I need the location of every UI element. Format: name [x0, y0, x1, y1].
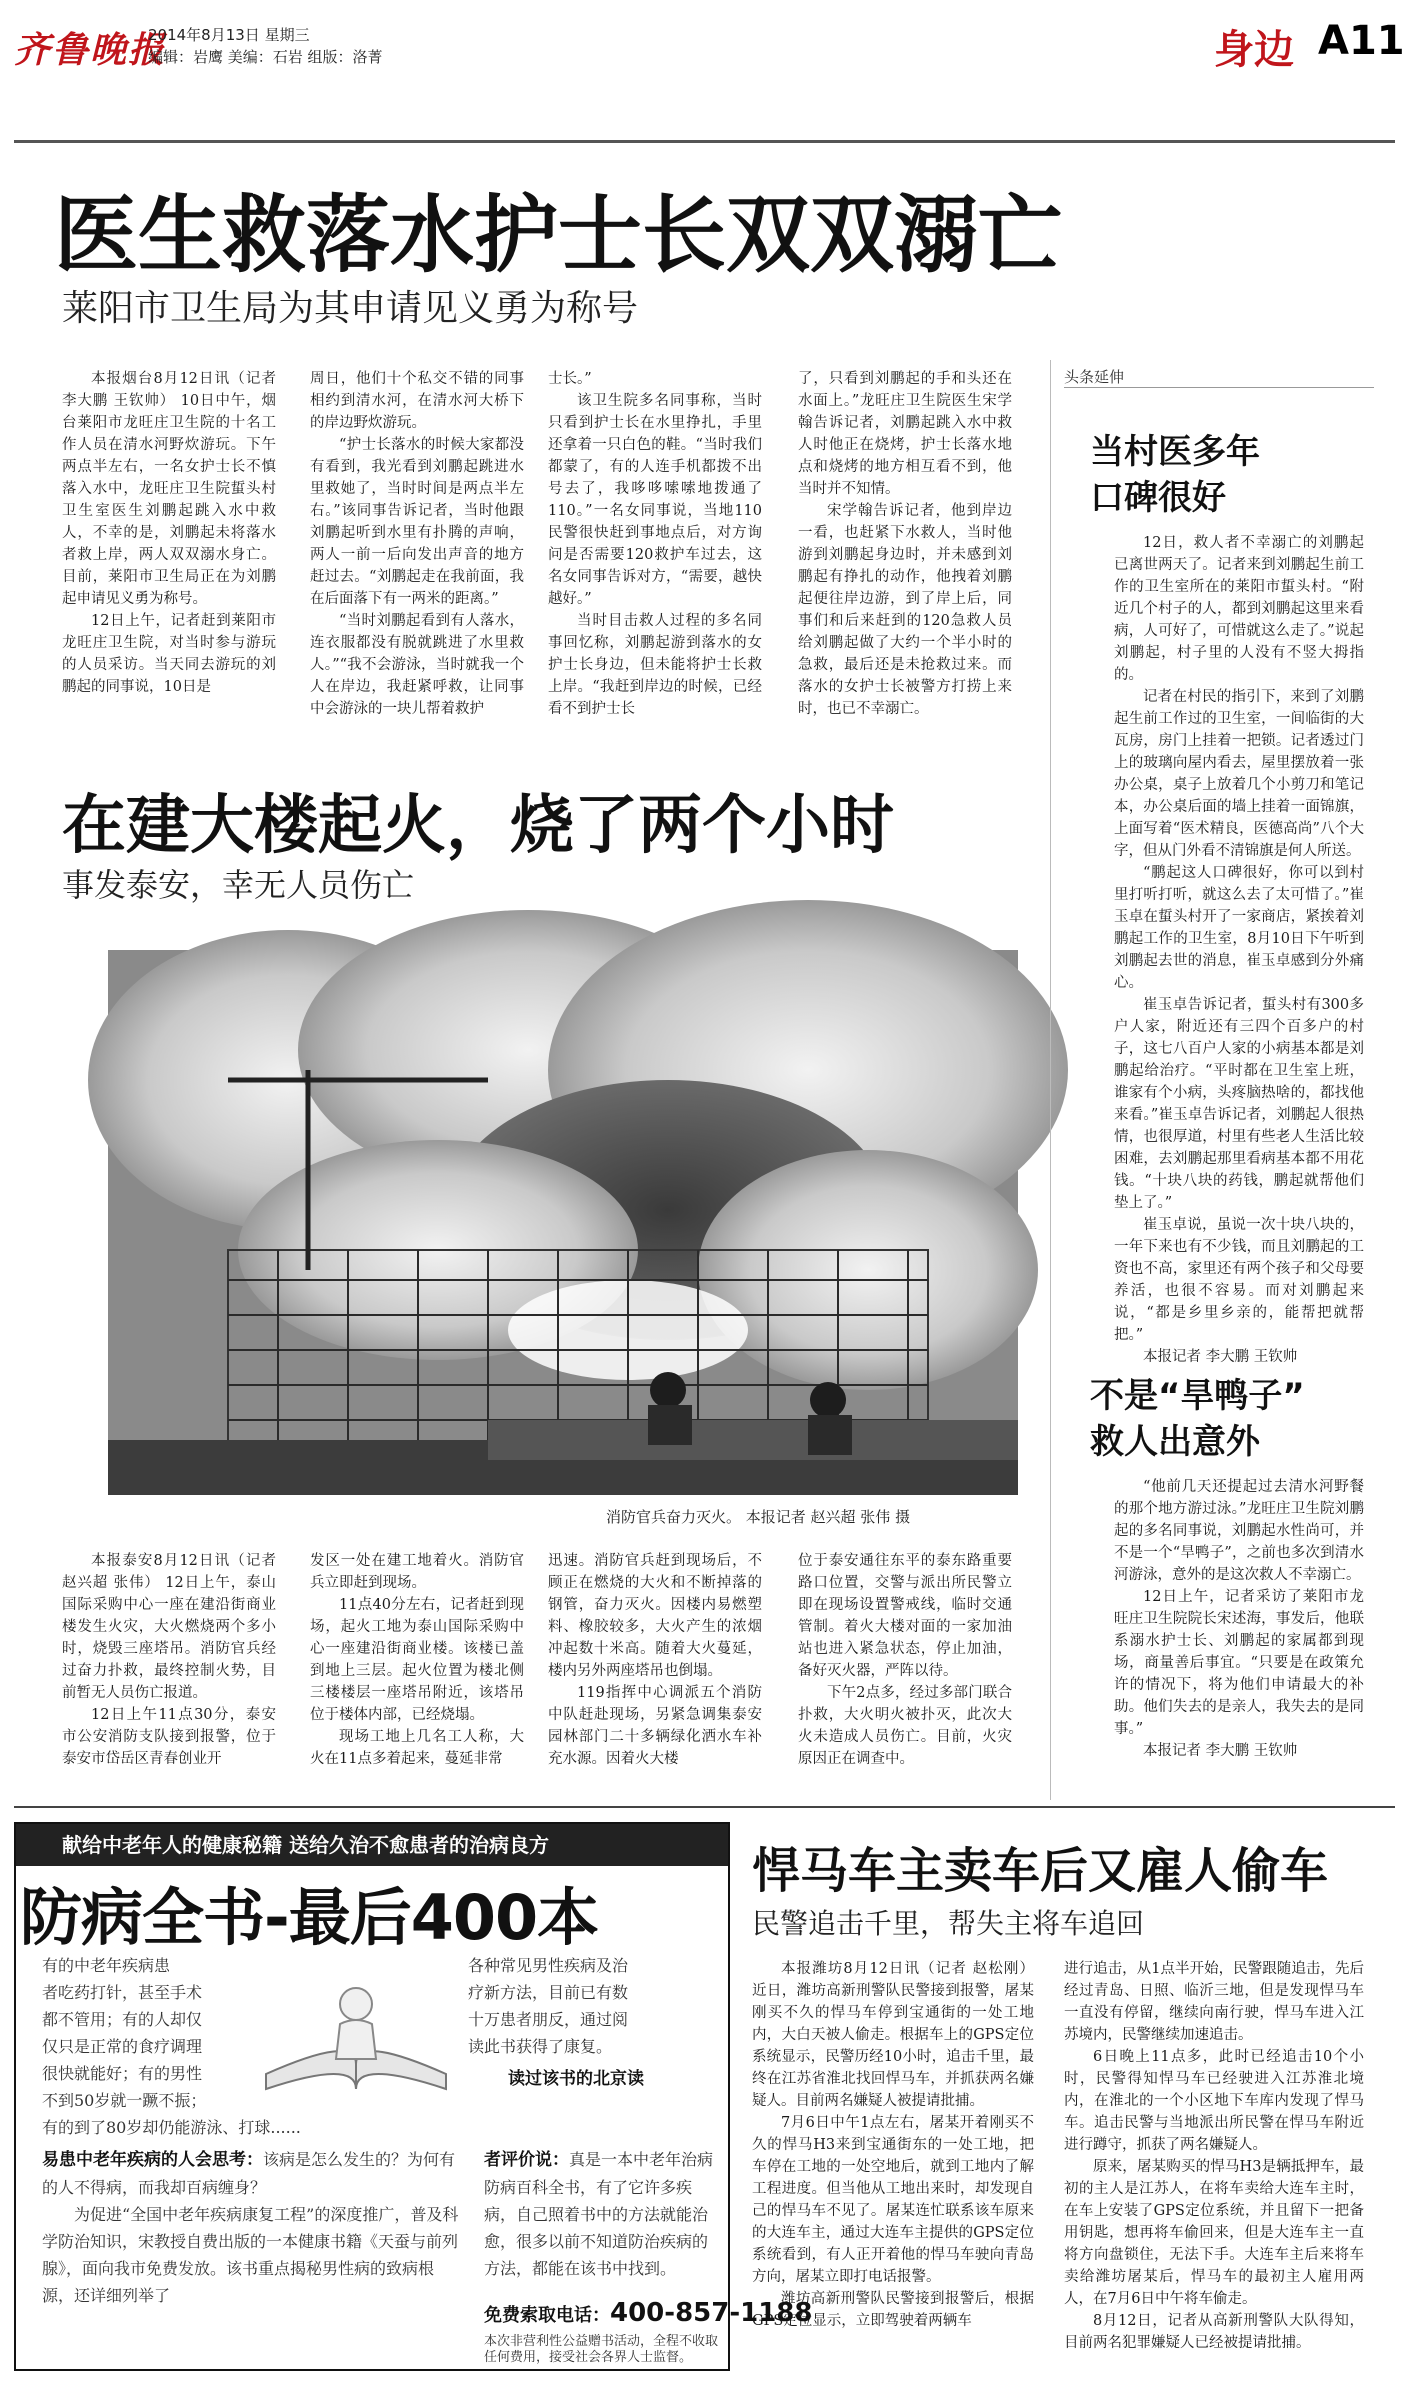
paragraph: “鹏起这人口碑很好，你可以到村里打听打听，就这么去了太可惜了。”崔玉卓在蜇头村开了一家商店，紧挨着刘鹏起工作的卫生室，8月10日下午听到刘鹏起去世的消息，崔玉卓感到分外痛心。 — [1114, 865, 1364, 991]
sidebar-b-headline-2: 救人出意外 — [1090, 1422, 1260, 1462]
paragraph: 位于泰安通往东平的泰东路重要路口位置，交警与派出所民警立即在现场设置警戒线，临时交通管制。着火大楼对面的一家加油站也进入紧急状态，停止加油，备好灭火器，严阵以待。 — [798, 1553, 1012, 1679]
section-name: 身边 — [1214, 27, 1294, 73]
story1-column — [548, 368, 762, 718]
sidebar-a-headline-2: 口碑很好 — [1090, 478, 1226, 518]
ad-question-label: 易患中老年疾病的人会思考： — [42, 2150, 263, 2170]
paragraph: 7月6日中午1点左右，屠某开着刚买不久的悍马H3来到宝通街东的一处工地，把车停在工地的一处空地后，就到工地内了解工程进度。但当他从工地出来时，却发现自己的悍马车不见了。屠某连忙联系该车原来的大连车主，通过大连车主提供的GPS定位系统看到，有人正开着他的悍马车驶向青岛方向，屠某立即打电话报警。 — [752, 2115, 1034, 2285]
story1-column — [310, 368, 524, 718]
story1-headline: 医生救落水护士长双双溺亡 — [54, 186, 1063, 284]
story1-column — [62, 368, 276, 718]
sidebar-b-headline-1: 不是“旱鸭子” — [1090, 1376, 1305, 1416]
paragraph: 士长。” — [548, 371, 592, 387]
sidebar-b-body — [1114, 1476, 1364, 1806]
sidebar-label: 头条延伸 — [1064, 368, 1125, 386]
ad-line: 读此书获得了康复。 — [468, 2037, 613, 2056]
paragraph: 12日上午，记者赶到莱阳市龙旺庄卫生院，对当时参与游玩的人员采访。当天同去游玩的刘鹏起的同事说，10日是 — [62, 613, 276, 695]
ad-review-text — [484, 2146, 720, 2282]
editors-credit: 编辑：岩鹰 美编：石岩 组版：洛菁 — [148, 48, 383, 66]
ad-review-body: 真是一本中老年治病防病百科全书，有了它许多疾病，自己照着书中的方法就能治愈，很多以前不知道防治疾病的方法，都能在该书中找到。 — [484, 2150, 714, 2278]
paragraph: 发区一处在建工地着火。消防官兵立即赶到现场。 — [310, 1553, 524, 1591]
ad-line: 者吃药打针，甚至手术 — [42, 1983, 203, 2002]
sidebar-a-headline-1: 当村医多年 — [1090, 432, 1260, 472]
ad-line: 疗新方法，目前已有数 — [468, 1983, 629, 2002]
paragraph: 现场工地上几名工人称，大火在11点多着起来，蔓延非常 — [310, 1729, 524, 1767]
paragraph: 当时目击救人过程的多名同事回忆称，刘鹏起游到落水的女护士长身边，但未能将护士长救上岸。“我赶到岸边的时候，已经看不到护士长 — [548, 613, 762, 717]
paragraph: 崔玉卓说，虽说一次十块八块的，一年下来也有不少钱，而且刘鹏起的工资也不高，家里还有两个孩子和父母要养活，也很不容易。而对刘鹏起来说，“都是乡里乡亲的，能帮把就帮把。” — [1114, 1217, 1364, 1343]
ad-big-title: 防病全书-最后400本 — [20, 1881, 599, 1954]
story3-column — [1064, 1958, 1364, 2376]
section-rule — [14, 1806, 1395, 1808]
ad-phone-label: 免费索取电话： — [484, 2305, 610, 2326]
paragraph: 原来，屠某购买的悍马H3是辆抵押车，最初的主人是江苏人，在将车卖给大连车主时，在车上安装了GPS定位系统，并且留下一把备用钥匙，想再将车偷回来，但是大连车主一直将方向盘锁住，无法下手。大连车主后来将车卖给潍坊屠某后，悍马车的最初主人雇用两人，在7月6日中午将车偷走。 — [1064, 2159, 1364, 2307]
ad-question-text: 该病是怎么发生的？为何有的人不得病，而我却百病缠身？ — [42, 2150, 456, 2197]
newspaper-logo: 齐鲁晚报 — [14, 29, 167, 71]
header-rule — [14, 140, 1395, 143]
story2-column — [62, 1550, 276, 1810]
paragraph: 12日上午11点30分，泰安市公安消防支队接到报警，位于泰安市岱岳区青春创业开 — [62, 1707, 276, 1767]
photo-caption: 消防官兵奋力灭火。 本报记者 赵兴超 张伟 摄 — [606, 1508, 911, 1526]
story2-column — [548, 1550, 762, 1810]
story1-subhead: 莱阳市卫生局为其申请见义勇为称号 — [62, 288, 639, 329]
paragraph: 潍坊高新刑警队民警接到报警后，根据GPS定位显示，立即驾驶着两辆车 — [752, 2291, 1034, 2329]
ad-promo-text: 为促进“全国中老年疾病康复工程”的深度推广，普及科学防治知识，宋教授自费出版的一本健康书籍《天蚕与前列腺》，面向我市免费发放。该书重点揭秘男性病的致病根源，还详细列举了 — [42, 2205, 459, 2305]
story2-column — [798, 1550, 1012, 1810]
sidebar-a-body — [1114, 532, 1364, 1365]
ad-line: 有的中老年疾病患 — [42, 1956, 171, 1975]
ad-line: 都不管用；有的人却仅 — [42, 2010, 203, 2029]
issue-date: 2014年8月13日 星期三 — [148, 26, 310, 44]
book-illustration — [256, 1964, 456, 2114]
ad-phone-line[interactable] — [484, 2298, 813, 2328]
paragraph: 12日，救人者不幸溺亡的刘鹏起已离世两天了。记者来到刘鹏起生前工作的卫生室所在的莱阳市蜇头村。“附近几个村子的人，都到刘鹏起这里来看病，人可好了，可惜就这么走了。”说起刘鹏起，村子里的人没有不竖大拇指的。 — [1114, 535, 1364, 683]
ad-line: 十万患者朋反，通过阅 — [468, 2010, 629, 2029]
paragraph: 119指挥中心调派五个消防中队赶赴现场，另紧急调集泰安园林部门二十多辆绿化洒水车补充水源。因着火大楼 — [548, 1685, 762, 1767]
story3-headline: 悍马车主卖车后又雇人偷车 — [752, 1843, 1329, 1899]
paragraph: 本报潍坊8月12日讯（记者 赵松刚） 近日，潍坊高新刑警队民警接到报警，屠某刚买不久的悍马车停到宝通街的一处工地内，大白天被人偷走。根据车上的GPS定位系统显示，民警历经10小时，追击千里，最终在江苏省淮北找回悍马车，并抓获两名嫌疑人。目前两名嫌疑人被提请批捕。 — [752, 1961, 1034, 2109]
ad-reader-title: 读过该书的北京读 — [508, 2069, 644, 2089]
ad-disclaimer: 本次非营利性公益赠书活动，全程不收取任何费用，接受社会各界人士监督。 — [484, 2334, 719, 2365]
byline: 本报记者 李大鹏 王钦帅 — [1143, 1349, 1298, 1365]
ad-line: 有的到了80岁却仍能游泳、打球...... — [42, 2118, 301, 2137]
page-number: A11 — [1318, 18, 1405, 64]
paragraph: 该卫生院多名同事称，当时只看到护士长在水里挣扎，手里还拿着一只白色的鞋。“当时我们都蒙了，有的人连手机都拨不出号去了，我哆哆嗦嗦地拨通了110。”一名女同事说，当地110民警很快赶到事地点后，对方询问是否需要120救护车过去，这名女同事告诉对方，“需要，越快越好。” — [548, 393, 762, 607]
paragraph: “护士长落水的时候大家都没有看到，我光看到刘鹏起跳进水里救她了，当时时间是两点半左右。”该同事告诉记者，当时他跟刘鹏起听到水里有扑腾的声响，两人一前一后向发出声音的地方赶过去。“刘鹏起走在我前面，我在后面落下有一两米的距离。” — [310, 437, 524, 607]
paragraph: 进行追击，从1点半开始，民警跟随追击，先后经过青岛、日照、临沂三地，但是发现悍马车一直没有停留，继续向南行驶，悍马车进入江苏境内，民警继续加速追击。 — [1064, 1961, 1364, 2043]
ad-line: 很快就能好；有的男性 — [42, 2064, 203, 2083]
ad-phone-number[interactable]: 400-857-1188 — [610, 2298, 813, 2328]
story3-subhead: 民警追击千里，帮失主将车追回 — [752, 1907, 1145, 1940]
paragraph: 下午2点多，经过多部门联合扑救，大火明火被扑灭，此次大火未造成人员伤亡。目前，火灾原因正在调查中。 — [798, 1685, 1012, 1767]
paragraph: 本报泰安8月12日讯（记者 赵兴超 张伟） 12日上午，泰山国际采购中心一座在建沿街商业楼发生火灾，大火燃烧两个多小时，烧毁三座塔吊。消防官兵经过奋力扑救，最终控制火势，目前暂无人员伤亡报道。 — [62, 1553, 276, 1701]
story2-subhead: 事发泰安，幸无人员伤亡 — [62, 866, 415, 904]
paragraph: 记者在村民的指引下，来到了刘鹏起生前工作过的卫生室，一间临街的大瓦房，房门上挂着一把锁。记者透过门上的玻璃向屋内看去，屋里摆放着一张办公桌，桌子上放着几个小剪刀和笔记本，办公桌后面的墙上挂着一面锦旗，上面写着“医术精良，医德高尚”八个大字，但从门外看不清锦旗是何人所送。 — [1114, 689, 1364, 859]
story2-column — [310, 1550, 524, 1810]
paragraph: 11点40分左右，记者赶到现场，起火工地为泰山国际采购中心一座建沿街商业楼。该楼已盖到地上三层。起火位置为楼北侧三楼楼层一座塔吊附近，该塔吊位于楼体内部，已经烧塌。 — [310, 1597, 524, 1723]
byline: 本报记者 李大鹏 王钦帅 — [1143, 1743, 1298, 1759]
paragraph: 宋学翰告诉记者，他到岸边一看，也赶紧下水救人，当时他游到刘鹏起身边时，并未感到刘鹏起有挣扎的动作，他拽着刘鹏起便往岸边游，到了岸上后，同事们和后来赶到的120急救人员给刘鹏起做了大约一个半小时的急救，最后还是未抢救过来。而落水的女护士长被警方打捞上来时，也已不幸溺亡。 — [798, 503, 1012, 717]
ad-line: 各种常见男性疾病及治 — [468, 1956, 629, 1975]
paragraph: 6日晚上11点多，此时已经追击10个小时，民警得知悍马车已经驶进入江苏淮北境内，在淮北的一个小区地下车库内发现了悍马车。追击民警与当地派出所民警在悍马车附近进行蹲守，抓获了两名嫌疑人。 — [1064, 2049, 1364, 2153]
ad-line: 不到50岁就一蹶不振； — [42, 2091, 207, 2110]
paragraph: 迅速。消防官兵赶到现场后，不顾正在燃烧的大火和不断掉落的钢管，奋力灭火。因楼内易燃塑料、橡胶较多，大火产生的浓烟冲起数十米高。随着大火蔓延，楼内另外两座塔吊也倒塌。 — [548, 1553, 762, 1679]
paragraph: 本报烟台8月12日讯（记者 李大鹏 王钦帅） 10日中午，烟台莱阳市龙旺庄卫生院的十名工作人员在清水河野炊游玩。下午两点半左右，一名女护士长不慎落入水中，龙旺庄卫生院蜇头村卫生室医生刘鹏起跳入水中救人，不幸的是，刘鹏起未将落水者救上岸，两人双双溺水身亡。目前，莱阳市卫生局正在为刘鹏起申请见义勇为称号。 — [62, 371, 276, 607]
paragraph: 了，只看到刘鹏起的手和头还在水面上。”龙旺庄卫生院医生宋学翰告诉记者，刘鹏起跳入水中救人时他正在烧烤，护士长落水地点和烧烤的地方相互看不到，他当时并不知情。 — [798, 371, 1012, 497]
sidebar-divider — [1050, 360, 1051, 1800]
paragraph: 8月12日，记者从高新刑警队大队得知，目前两名犯罪嫌疑人已经被提请批捕。 — [1064, 2313, 1364, 2351]
paragraph: “当时刘鹏起看到有人落水，连衣服都没有脱就跳进了水里救人。”“我不会游泳，当时就我一个人在岸边，我赶紧呼救，让同事中会游泳的一块儿帮着救护 — [310, 613, 524, 717]
paragraph: 12日上午，记者采访了莱阳市龙旺庄卫生院院长宋述海，事发后，他联系溺水护士长、刘鹏起的家属都到现场，商量善后事宜。“只要是在政策允许的情况下，将为他们申请最大的补助。他们失去的是亲人，我失去的是同事。” — [1114, 1589, 1364, 1737]
ad-line: 仅只是正常的食疗调理 — [42, 2037, 203, 2056]
sidebar-label-bar — [1064, 366, 1374, 388]
fire-scene-illustration — [108, 950, 1018, 1495]
paragraph: 周日，他们十个私交不错的同事相约到清水河，在清水河大桥下的岸边野炊游玩。 — [310, 371, 524, 431]
ad-right-text — [468, 1952, 718, 2093]
open-book-icon — [256, 1964, 456, 2114]
book-advertisement — [14, 1822, 813, 2371]
fire-photo — [108, 950, 1018, 1495]
ad-middle-text — [42, 2146, 462, 2309]
paragraph: “他前几天还提起过去清水河野餐的那个地方游过泳。”龙旺庄卫生院刘鹏起的多名同事说，刘鹏起水性尚可，并不是一个“旱鸭子”，之前也多次到清水河游泳，意外的是这次救人不幸溺亡。 — [1114, 1479, 1364, 1583]
ad-top-banner: 献给中老年人的健康秘籍 送给久治不愈患者的治病良方 — [16, 1824, 728, 1866]
story1-column — [798, 368, 1012, 718]
ad-reader-title-2: 者评价说： — [484, 2150, 569, 2170]
paragraph: 崔玉卓告诉记者，蜇头村有300多户人家，附近还有三四个百多户的村子，这七八百户人家的小病基本都是刘鹏起给治疗。“平时都在卫生室上班，谁家有个小病，头疼脑热啥的，都找他来看。”崔玉卓告诉记者，刘鹏起人很热情，也很厚道，村里有些老人生活比较困难，去刘鹏起那里看病基本都不用花钱。“十块八块的药钱，鹏起就帮他们垫上了。” — [1114, 997, 1364, 1211]
story2-headline: 在建大楼起火，烧了两个小时 — [62, 789, 894, 863]
